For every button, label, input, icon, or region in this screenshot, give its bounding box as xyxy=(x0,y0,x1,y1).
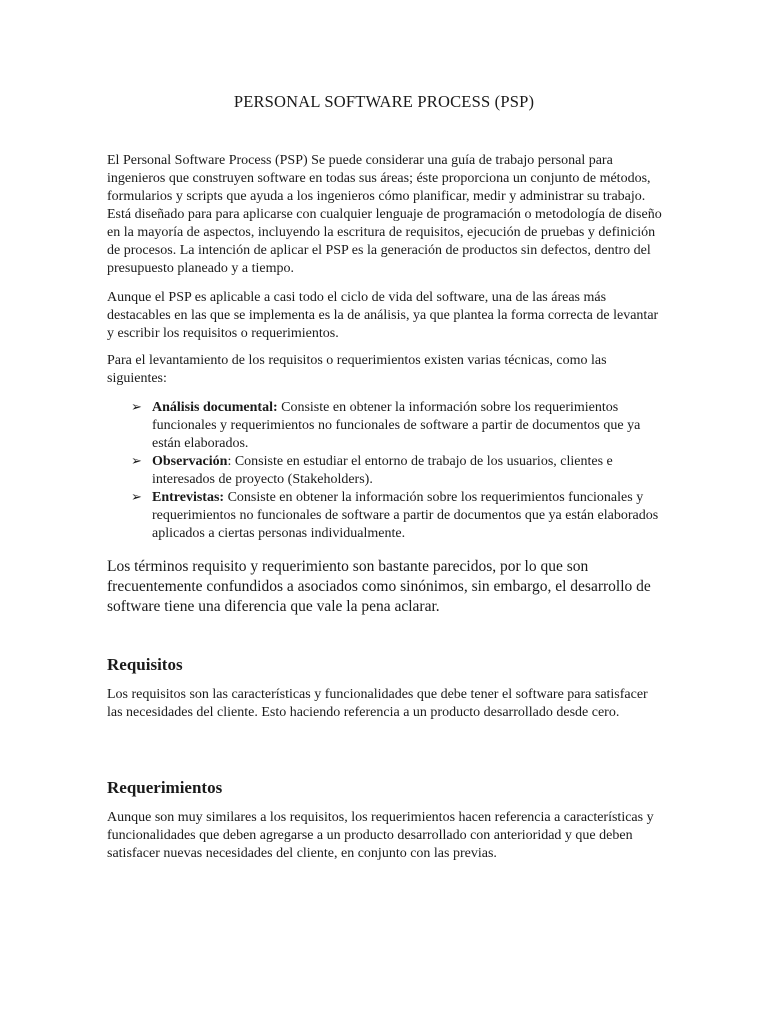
list-item xyxy=(107,399,663,453)
section-heading-requisitos: Requisitos xyxy=(107,655,183,674)
bullet-term: Observación xyxy=(152,454,228,469)
techniques-list xyxy=(107,399,663,543)
requisitos-paragraph: Los requisitos son las características y funcionalidades que debe tener el software para satisfacer las necesidades del cliente. Esto haciendo referencia a un producto desarrollado desde cero. xyxy=(107,687,648,720)
intro-paragraph: El Personal Software Process (PSP) Se puede considerar una guía de trabajo personal para ingenieros que construyen software en todas sus áreas; éste proporciona un conjunto de métodos, formularios y scripts que ayuda a los ingenieros cómo planificar, medir y administrar su trabajo. Está diseñado para para aplicarse con cualquier lenguaje de programación o metodología de diseño en la mayoría de aspectos, incluyendo la escritura de requisitos, ejecución de pruebas y definición de procesos. La intención de aplicar el PSP es la generación de productos sin defectos, dentro del presupuesto planeado y a tiempo. xyxy=(107,153,662,276)
requisitos-section xyxy=(107,655,663,675)
list-item xyxy=(107,489,663,543)
bullet-text: : Consiste en estudiar el entorno de trabajo de los usuarios, clientes e interesados de proyecto (Stakeholders). xyxy=(152,454,613,487)
bullet-text: Consiste en obtener la información sobre los requerimientos funcionales y requerimientos no funcionales de software a partir de documentos que ya están elaborados. xyxy=(152,400,641,451)
requerimientos-paragraph: Aunque son muy similares a los requisitos, los requerimientos hacen referencia a características y funcionalidades que deben agregarse a un producto desarrollado con anterioridad y que deben satisfacer nuevas necesidades del cliente, en conjunto con las previas. xyxy=(107,810,654,861)
section-heading-requerimientos: Requerimientos xyxy=(107,778,223,797)
lifecycle-paragraph: Aunque el PSP es aplicable a casi todo el ciclo de vida del software, una de las áreas más destacables en las que se implementa es la de análisis, ya que plantea la forma correcta de levantar y escribir los requisitos o requerimientos. xyxy=(107,290,659,341)
terms-paragraph: Los términos requisito y requerimiento son bastante parecidos, por lo que son frecuentemente confundidos a asociados como sinónimos, sin embargo, el desarrollo de software tiene una diferencia que vale la pena aclarar. xyxy=(107,558,651,615)
lifecycle-paragraph-block xyxy=(107,289,663,343)
requisitos-body-block xyxy=(107,686,663,722)
arrowhead-bullet-icon: ➢ xyxy=(131,490,142,505)
bullet-term: Análisis documental: xyxy=(152,400,278,415)
terms-paragraph-block xyxy=(107,557,663,617)
bullet-term: Entrevistas: xyxy=(152,490,225,505)
requerimientos-section xyxy=(107,778,663,798)
techniques-paragraph-block xyxy=(107,352,663,388)
document-title: PERSONAL SOFTWARE PROCESS (PSP) xyxy=(233,92,535,111)
techniques-paragraph: Para el levantamiento de los requisitos o requerimientos existen varias técnicas, como las siguientes: xyxy=(107,353,607,386)
arrowhead-bullet-icon: ➢ xyxy=(131,400,142,415)
intro-paragraph-block xyxy=(107,152,663,278)
list-item xyxy=(107,453,663,489)
techniques-list-block xyxy=(107,399,663,543)
requerimientos-body-block xyxy=(107,809,663,863)
bullet-text: Consiste en obtener la información sobre los requerimientos funcionales y requerimientos no funcionales de software a partir de documentos que ya están elaborados aplicados a ciertas personas individualmente. xyxy=(152,490,659,541)
arrowhead-bullet-icon: ➢ xyxy=(131,454,142,469)
